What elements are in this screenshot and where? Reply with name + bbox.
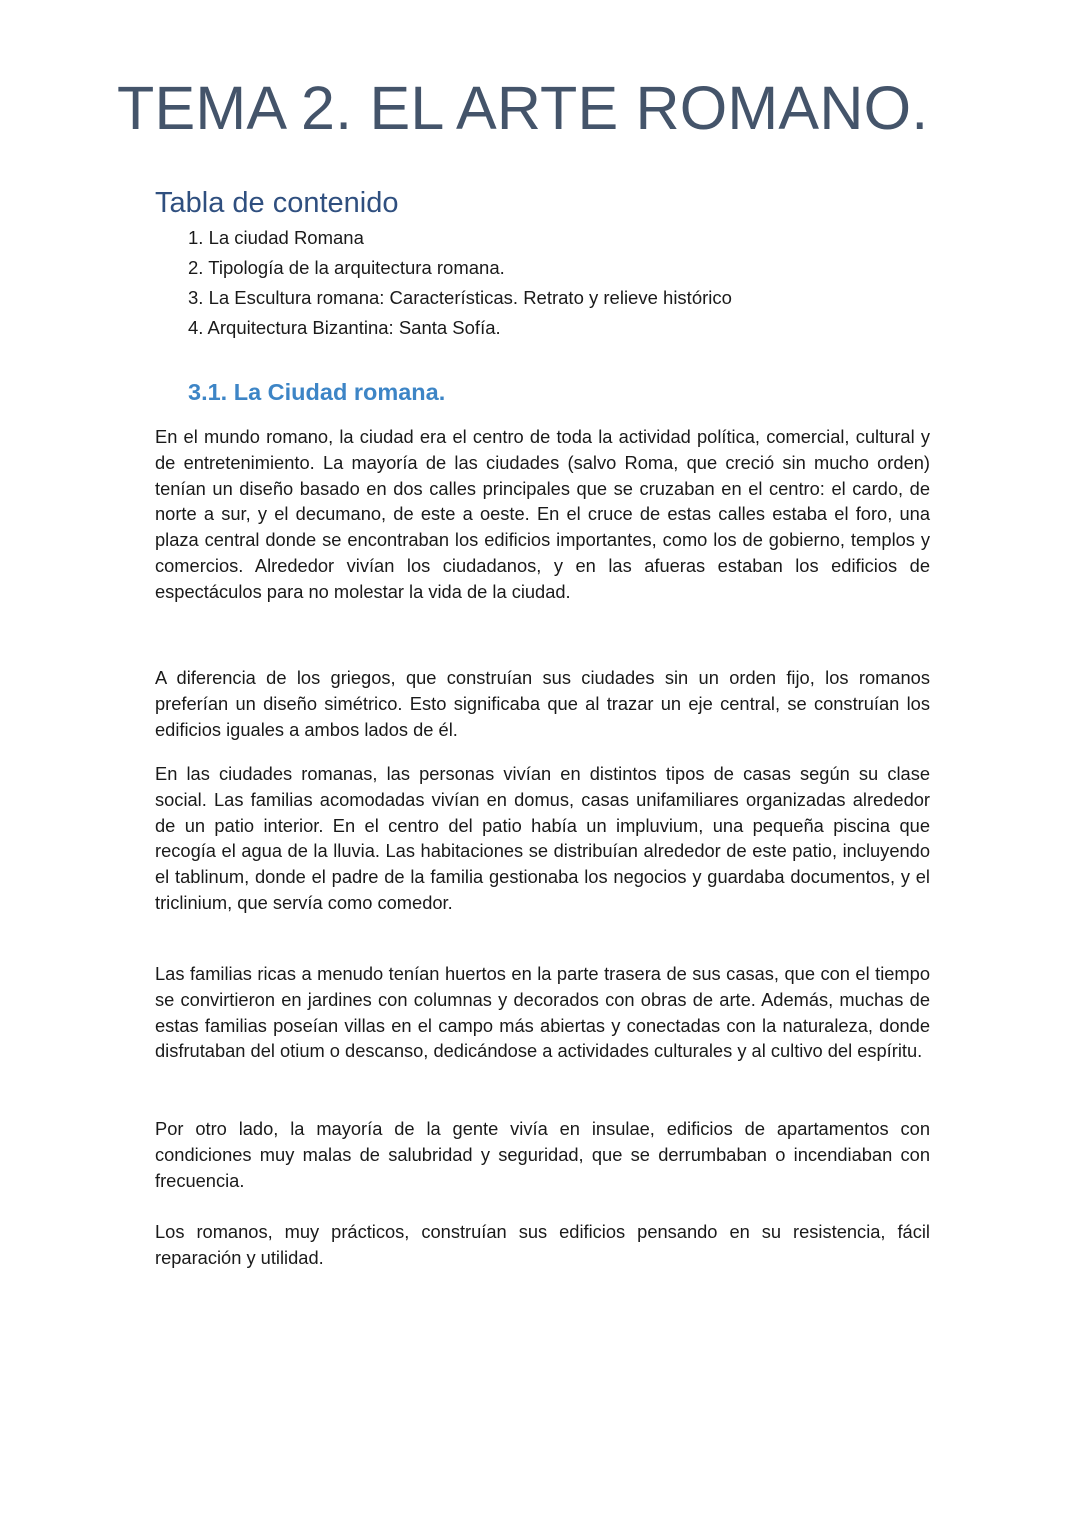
body-paragraph: Los romanos, muy prácticos, construían sus edificios pensando en su resistencia, fácil reparación y utilidad. <box>155 1221 930 1268</box>
toc-item: 3. La Escultura romana: Características. Retrato y relieve histórico <box>188 287 732 308</box>
body-paragraph: Por otro lado, la mayoría de la gente vivía en insulae, edificios de apartamentos con condiciones muy malas de salubridad y seguridad, que se derrumbaban o incendiaban con frecuencia. <box>155 1118 930 1191</box>
body-paragraph: En el mundo romano, la ciudad era el centro de toda la actividad política, comercial, cultural y de entretenimiento. La mayoría de las ciudades (salvo Roma, que creció sin mucho orden) tenían un diseño basado en dos calles principales que se cruzaban en el centro: el cardo, de norte a sur, y el decumano, de este a oeste. En el cruce de estas calles estaba el foro, una plaza central donde se encontraban los edificios importantes, como los de gobierno, templos y comercios. Alrededor vivían los ciudadanos, y en las afueras estaban los edificios de espectáculos para no molestar la vida de la ciudad. <box>155 426 930 602</box>
table-of-contents <box>155 183 935 343</box>
toc-heading: Tabla de contenido <box>155 187 399 219</box>
body-paragraph: Las familias ricas a menudo tenían huertos en la parte trasera de sus casas, que con el tiempo se convirtieron en jardines con columnas y decorados con obras de arte. Además, muchas de estas familias poseían villas en el campo más abiertas y conectadas con la naturaleza, donde disfrutaban del otium o descanso, dedicándose a actividades culturales y al cultivo del espíritu. <box>155 963 930 1062</box>
toc-item: 4. Arquitectura Bizantina: Santa Sofía. <box>188 317 501 338</box>
toc-item: 1. La ciudad Romana <box>188 227 364 248</box>
document-title: TEMA 2. EL ARTE ROMANO. <box>117 74 929 142</box>
body-paragraph: A diferencia de los griegos, que construían sus ciudades sin un orden fijo, los romanos preferían un diseño simétrico. Esto significaba que al trazar un eje central, se construían los edificios iguales a ambos lados de él. <box>155 667 930 740</box>
toc-item: 2. Tipología de la arquitectura romana. <box>188 257 505 278</box>
section-heading: 3.1. La Ciudad romana. <box>188 379 446 405</box>
body-paragraph: En las ciudades romanas, las personas vivían en distintos tipos de casas según su clase social. Las familias acomodadas vivían en domus, casas unifamiliares organizadas alrededor de un patio interior. En el centro del patio había un impluvium, una pequeña piscina que recogía el agua de la lluvia. Las habitaciones se distribuían alrededor de este patio, incluyendo el tablinum, donde el padre de la familia gestionaba los negocios y guardaba documentos, y el triclinium, que servía como comedor. <box>155 763 930 913</box>
toc-list <box>188 223 935 343</box>
